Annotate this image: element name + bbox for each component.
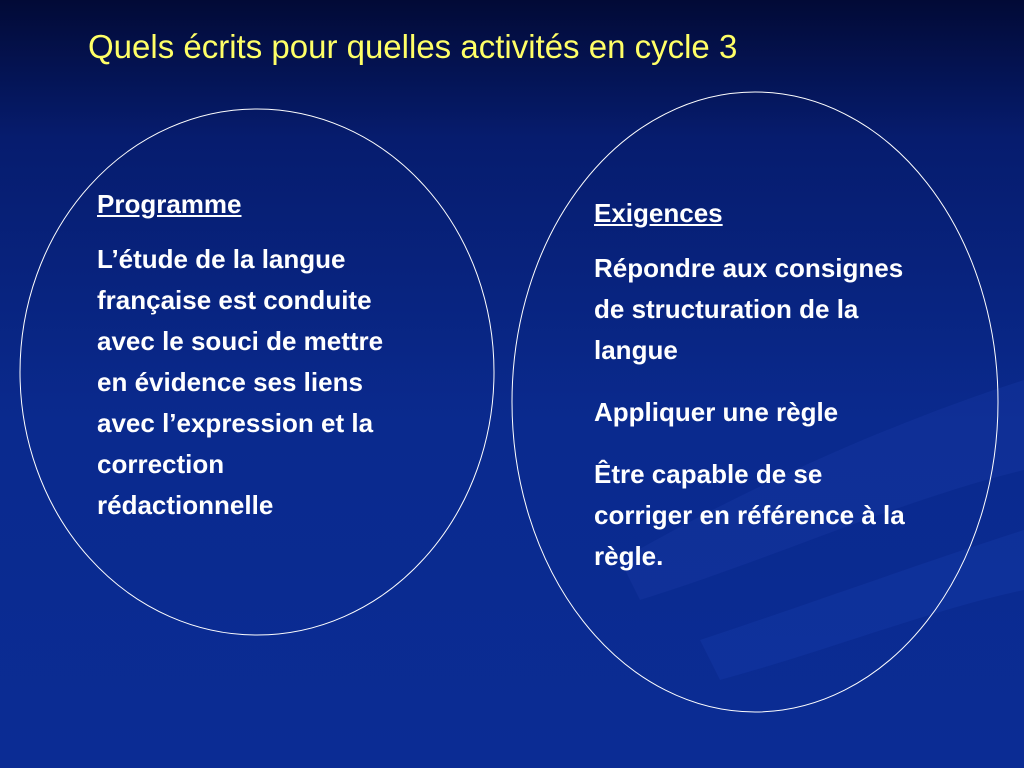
programme-text: L’étude de la langue française est conduite avec le souci de mettre en évidence ses liens avec l’expression et la correction rédactionnelle xyxy=(97,244,384,520)
programme-column xyxy=(97,184,397,547)
exigence-item: Appliquer une règle xyxy=(594,397,839,427)
slide-title: Quels écrits pour quelles activités en cycle 3 xyxy=(88,28,738,65)
exigences-column xyxy=(594,193,924,598)
exigences-heading: Exigences xyxy=(594,198,723,228)
exigence-item: Répondre aux consignes de structuration de la langue xyxy=(594,253,904,365)
programme-heading: Programme xyxy=(97,189,242,219)
exigence-item: Être capable de se corriger en référence à la règle. xyxy=(594,459,905,571)
